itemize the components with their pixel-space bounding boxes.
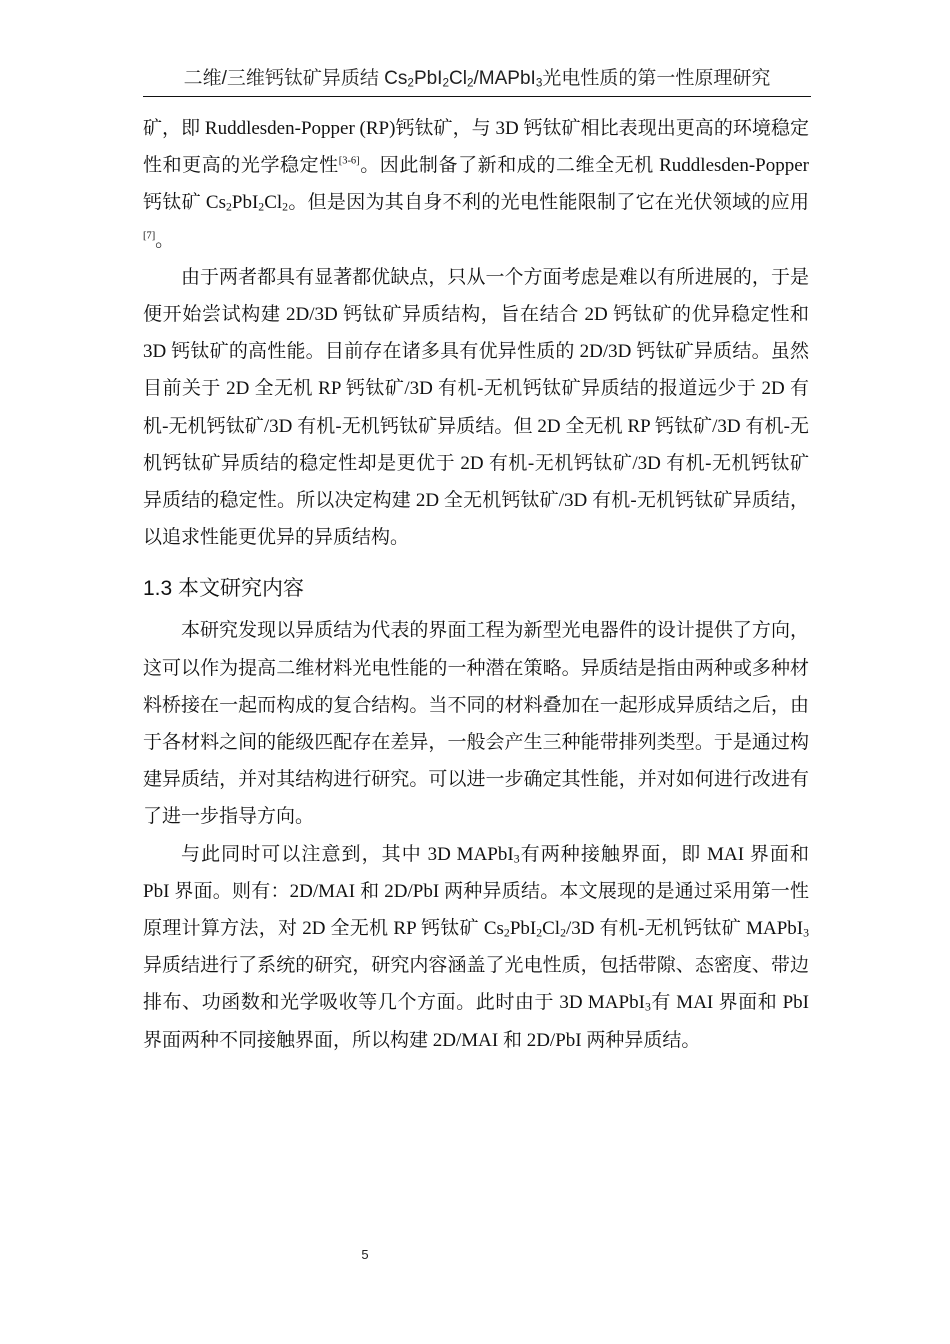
subscript: 3	[644, 1001, 651, 1015]
paragraph-text: /3D 有机-无机钙钛矿 MAPbI	[565, 918, 804, 940]
paragraph-text: 异质结进行了系统的研究，研究内容涵盖了光电性质，包括带隙、态密度、带边排布、功函数和光学吸收等几个方面。此时由于 3D MAPbI	[143, 955, 809, 1014]
paragraph-text: Cl	[264, 192, 283, 214]
subscript: 3	[513, 852, 520, 866]
subscript: 2	[258, 200, 265, 214]
header-text: Cl	[449, 68, 467, 89]
header-subscript: 2	[466, 76, 474, 90]
paragraph-text: 。因此制备了新和成的二维全无机 Ruddlesden-Popper 钙钛矿 Cs	[143, 155, 809, 214]
running-header	[143, 66, 811, 92]
paragraph-text: 有两种接触界面，即 MAI 界面和 PbI 界面。则有：2D/MAI 和 2D/PbI 两种异质结。本文展现的是通过采用第一性原理计算方法，对 2D 全无机 RP 钙钛矿 Cs	[143, 843, 809, 940]
header-subscript: 2	[407, 76, 414, 90]
header-subscript: 2	[442, 76, 450, 90]
paragraph-3: 本研究发现以异质结为代表的界面工程为新型光电器件的设计提供了方向，这可以作为提高二维材料光电性能的一种潜在策略。异质结是指由两种或多种材料桥接在一起而构成的复合结构。当不同的材料叠加在一起形成异质结之后，由于各材料之间的能级匹配存在差异，一般会产生三种能带排列类型。于是通过构建异质结，并对其结构进行研究。可以进一步确定其性能，并对如何进行改进有了进一步指导方向。	[143, 620, 809, 828]
subscript: 2	[503, 926, 510, 940]
subscript: 2	[226, 200, 232, 214]
paragraph-text: 有 MAI 界面和 PbI 界面两种不同接触界面，所以构建 2D/MAI 和 2D/PbI 两种异质结。	[143, 992, 810, 1051]
paragraph-text: 与此同时可以注意到，其中 3D MAPbI	[181, 843, 514, 865]
citation-ref: [3-6]	[338, 155, 360, 167]
subscript: 2	[560, 926, 566, 940]
subscript: 3	[803, 926, 809, 940]
header-text: 二维/三维钙钛矿异质结 Cs	[183, 68, 408, 89]
paragraph-text: Cl	[542, 918, 561, 940]
header-subscript: 3	[535, 76, 543, 90]
page-body	[143, 110, 809, 1059]
paragraph-text: 。	[155, 229, 175, 251]
paragraph-text: 矿，即 Ruddlesden-Popper (RP)钙钛矿，与 3D 钙钛矿相比表现出更高的环境稳定性和更高的光学稳定性	[143, 118, 809, 177]
paragraph-2: 由于两者都具有显著都优缺点，只从一个方面考虑是难以有所进展的，于是便开始尝试构建 2D/3D 钙钛矿异质结构，旨在结合 2D 钙钛矿的优异稳定性和 3D 钙钛矿的高性能。目前存在诸多具有优异性质的 2D/3D 钙钛矿异质结。虽然目前关于 2D 全无机 RP 钙钛矿/3D 有机-无机钙钛矿异质结的报道远少于 2D 有机-无机钙钛矿/3D 有机-无机钙钛矿异质结。但 2D 全无机 RP 钙钛矿/3D 有机-无机钙钛矿异质结的稳定性却是更优于 2D 有机-无机钙钛矿/3D 有机-无机钙钛矿异质结的稳定性。所以决定构建 2D 全无机钙钛矿/3D 有机-无机钙钛矿异质结，以追求性能更优异的异质结构。	[143, 266, 809, 549]
paragraph-text: 。但是因为其自身不利的光电性能限制了它在光伏领域的应用	[288, 192, 809, 214]
citation-ref: [7]	[143, 230, 156, 242]
page-number: 5	[361, 1247, 369, 1262]
paragraph-4	[143, 836, 809, 1059]
header-rule	[143, 96, 811, 97]
paragraph-1	[143, 110, 809, 259]
header-text: /MAPbI	[473, 68, 536, 89]
paragraph-text: PbI	[231, 192, 259, 214]
subscript: 2	[536, 926, 543, 940]
header-text: PbI	[413, 68, 443, 89]
subscript: 2	[282, 200, 289, 214]
paragraph-text: PbI	[509, 918, 537, 940]
header-text: 光电性质的第一性原理研究	[542, 68, 771, 89]
section-heading: 1.3 本文研究内容	[143, 577, 305, 601]
